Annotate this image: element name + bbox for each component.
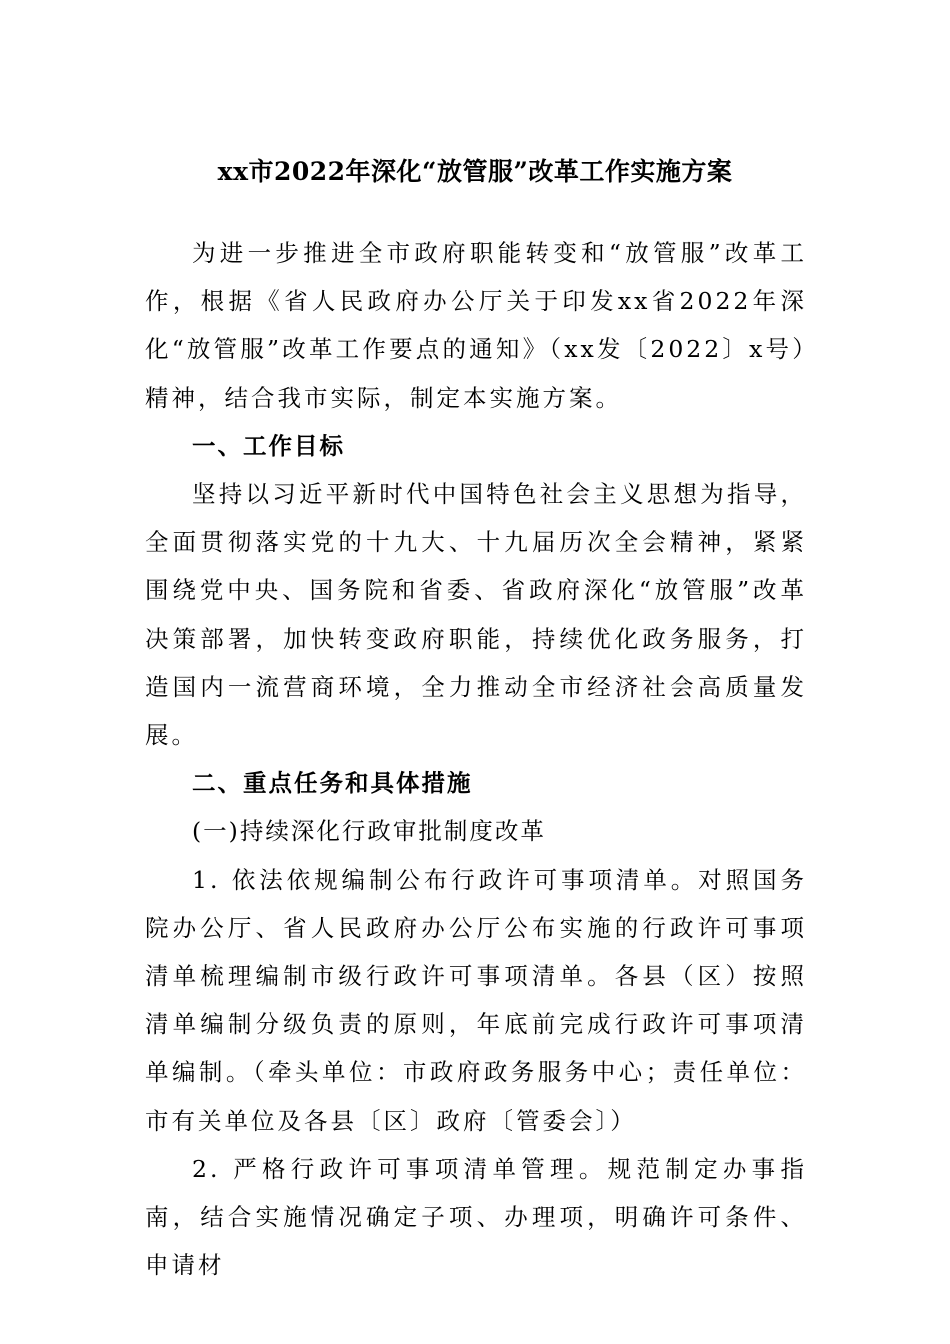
- section-heading-tasks: 二、重点任务和具体措施: [192, 769, 473, 798]
- goals-paragraph: 坚持以习近平新时代中国特色社会主义思想为指导，全面贯彻落实党的十九大、十九届历次全会精神，紧紧围绕党中央、国务院和省委、省政府深化“放管服”改革决策部署，加快转变政府职能，持续优化政务服务，打造国内一流营商环境，全力推动全市经济社会高质量发展。: [145, 480, 807, 750]
- document-body: [145, 229, 807, 1289]
- task-item-1: 1. 依法依规编制公布行政许可事项清单。对照国务院办公厅、省人民政府办公厅公布实施的行政许可事项清单梳理编制市级行政许可事项清单。各县（区）按照清单编制分级负责的原则，年底前完成行政许可事项清单编制。（牵头单位：市政府政务服务中心；责任单位：市有关单位及各县〔区〕政府〔管委会〕）: [145, 865, 807, 1135]
- task-item-2: 2. 严格行政许可事项清单管理。规范制定办事指南，结合实施情况确定子项、办理项，明确许可条件、申请材: [145, 1154, 807, 1280]
- section-heading-goals: 一、工作目标: [192, 431, 345, 460]
- subsection-heading-approval-reform: (一)持续深化行政审批制度改革: [192, 817, 546, 846]
- document-title: xx市2022年深化“放管服”改革工作实施方案: [217, 157, 733, 186]
- intro-paragraph: 为进一步推进全市政府职能转变和“放管服”改革工作，根据《省人民政府办公厅关于印发xx省2022年深化“放管服”改革工作要点的通知》（xx发〔2022〕x号）精神，结合我市实际，制定本实施方案。: [145, 239, 807, 412]
